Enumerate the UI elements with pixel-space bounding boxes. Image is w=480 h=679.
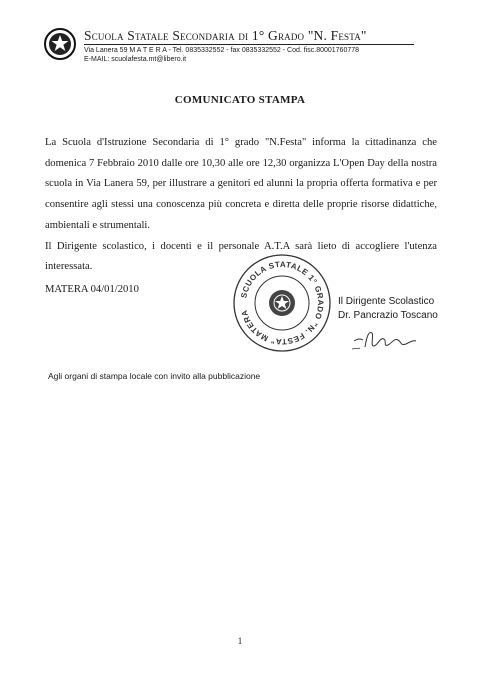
official-stamp [230, 251, 334, 355]
svg-text:SCUOLA STATALE 1° GRADO "N. FE: SCUOLA STATALE 1° GRADO "N. FESTA" MATERA [239, 259, 326, 347]
school-name: Scuola Statale Secondaria di 1° Grado "N. Festa" [84, 28, 367, 43]
body-paragraph: Il Dirigente scolastico, i docenti e il personale A.T.A sarà lieto di accogliere l'utenza interessata. [45, 240, 437, 273]
page-number: 1 [237, 636, 243, 646]
document-title: COMUNICATO STAMPA [174, 94, 306, 106]
republic-emblem-icon [43, 27, 77, 61]
distribution-note: Agli organi di stampa locale con invito alla pubblicazione [48, 371, 261, 381]
header-divider [84, 44, 414, 45]
signatory-name: Dr. Pancrazio Toscano [338, 310, 438, 321]
school-email: E-MAIL: scuolafesta.mt@libero.it [84, 56, 187, 63]
school-address: Via Lanera 59 M A T E R A - Tel. 0835332552 - fax 0835332552 - Cod. fisc.80001760778 [84, 47, 360, 54]
body-paragraph: La Scuola d'Istruzione Secondaria di 1° grado "N.Festa" informa la cittadinanza che domenica 7 Febbraio 2010 dalle ore 10,30 alle ore 12,30 organizza L'Open Day della nostra scuola in Via Lanera 59, per illustrare a genitori ed alunni la propria offerta formativa e per consentire agli stessi una conoscenza più concreta e diretta delle proprie risorse didattiche, ambientali e strumentali. [45, 137, 437, 231]
signatory-title: Il Dirigente Scolastico [338, 296, 435, 307]
handwritten-signature [350, 327, 420, 353]
place-date: MATERA 04/01/2010 [45, 284, 139, 295]
